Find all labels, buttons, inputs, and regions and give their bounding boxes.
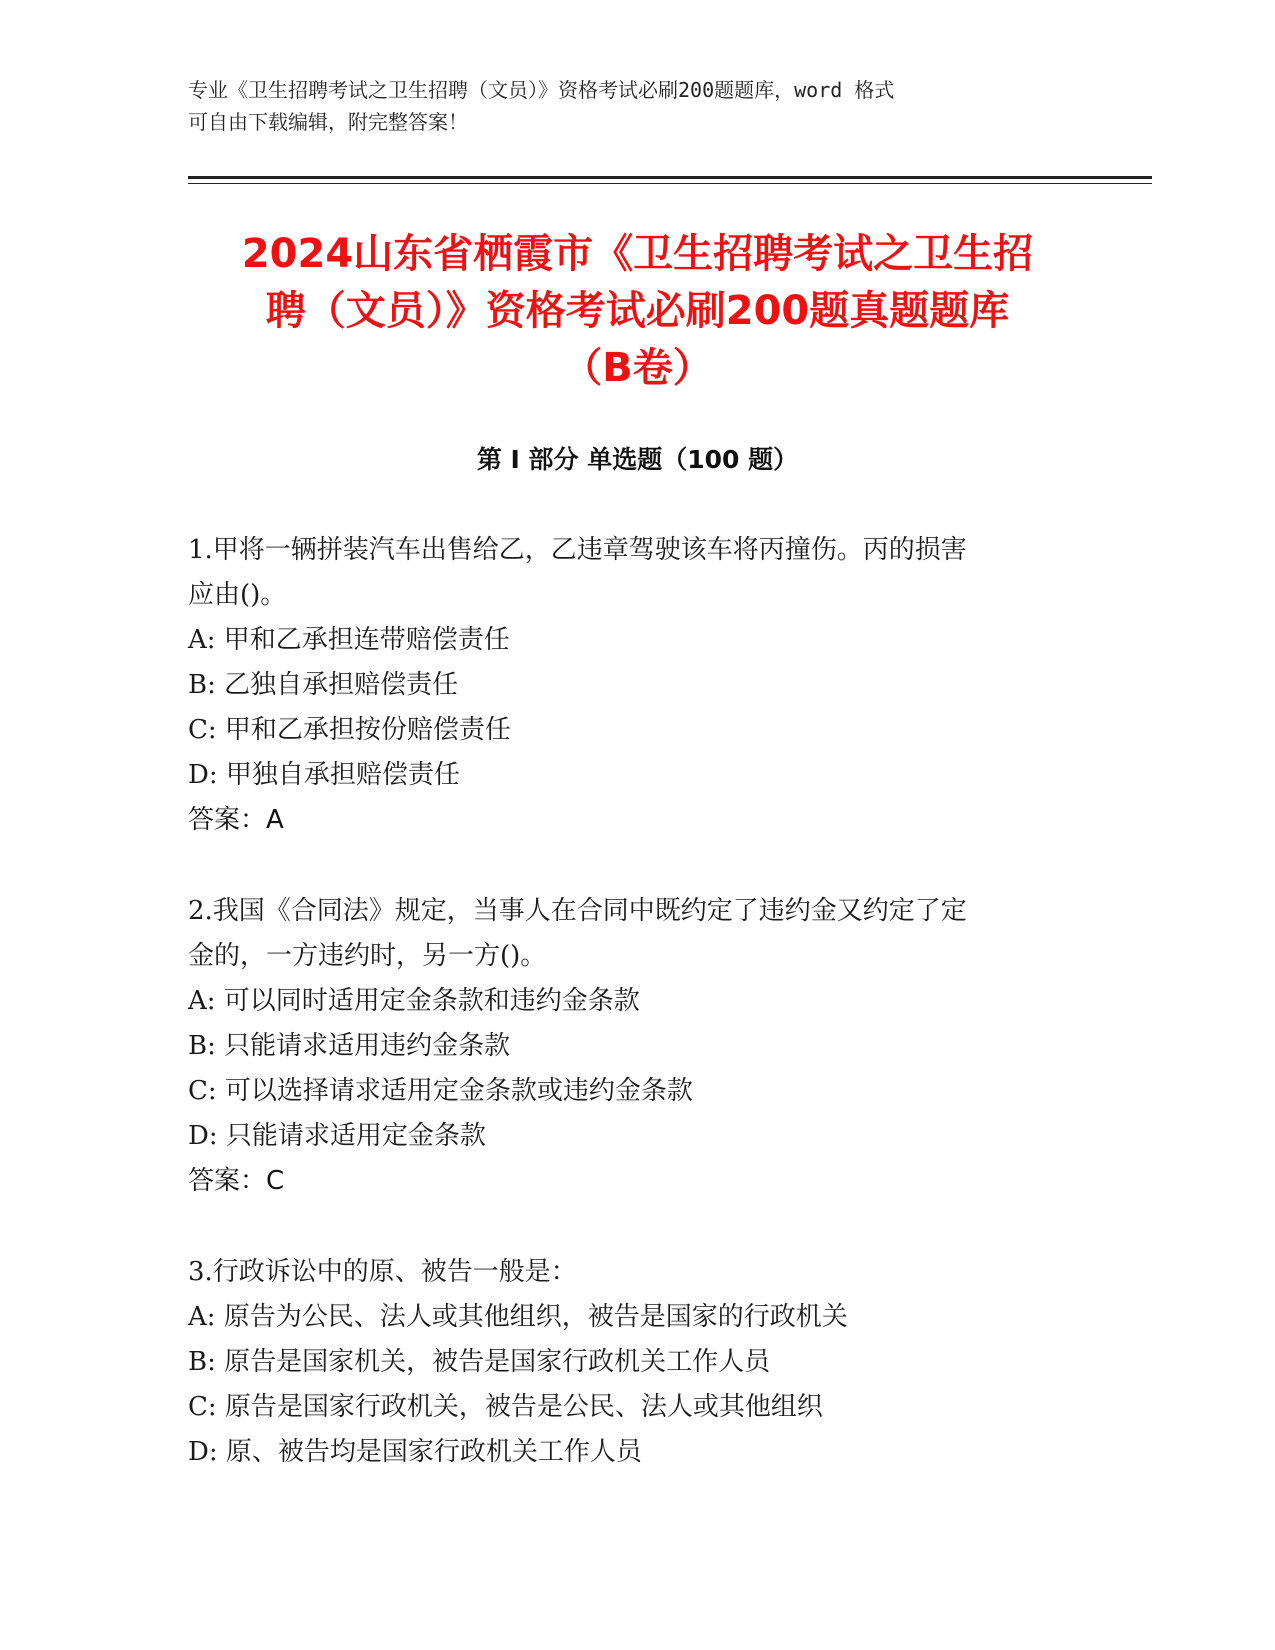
- title-line: 2024山东省栖霞市《卫生招聘考试之卫生招: [241, 231, 1034, 277]
- header-note-line: 可自由下载编辑，附完整答案！: [188, 110, 468, 134]
- section-heading: 第 I 部分 单选题（100 题）: [476, 445, 799, 474]
- question-stem: 1.甲将一辆拼装汽车出售给乙，乙违章驾驶该车将丙撞伤。丙的损害: [188, 535, 967, 565]
- title-line: 聘（文员）》资格考试必刷200题真题题库: [265, 288, 1010, 334]
- header-note-line: 专业《卫生招聘考试之卫生招聘（文员）》资格考试必刷200题题库，word 格式: [188, 78, 895, 102]
- option-d: D: 甲独自承担赔偿责任: [188, 760, 460, 790]
- header-note: [188, 74, 1088, 138]
- option-b: B: 乙独自承担赔偿责任: [188, 670, 459, 700]
- question-stem: 3.行政诉讼中的原、被告一般是：: [188, 1257, 577, 1287]
- header-divider-thin: [188, 183, 1152, 184]
- option-a: A: 原告为公民、法人或其他组织，被告是国家的行政机关: [188, 1302, 848, 1332]
- option-d: D: 原、被告均是国家行政机关工作人员: [188, 1437, 642, 1467]
- option-c: C: 原告是国家行政机关，被告是公民、法人或其他组织: [188, 1392, 823, 1422]
- question-stem: 2.我国《合同法》规定，当事人在合同中既约定了违约金又约定了定: [188, 896, 967, 926]
- title-line: （B卷）: [562, 345, 713, 391]
- header-divider-thick: [188, 176, 1152, 179]
- option-b: B: 只能请求适用违约金条款: [188, 1031, 511, 1061]
- option-b: B: 原告是国家机关，被告是国家行政机关工作人员: [188, 1347, 771, 1377]
- question-stem: 应由()。: [188, 580, 287, 610]
- question-1: [188, 528, 1088, 843]
- option-a: A: 甲和乙承担连带赔偿责任: [188, 625, 510, 655]
- option-a: A: 可以同时适用定金条款和违约金条款: [188, 986, 640, 1016]
- question-stem: 金的，一方违约时，另一方()。: [188, 941, 547, 971]
- option-d: D: 只能请求适用定金条款: [188, 1121, 486, 1151]
- document-title: [130, 226, 1145, 397]
- question-2: [188, 889, 1088, 1204]
- answer-label: 答案：C: [188, 1166, 285, 1196]
- option-c: C: 甲和乙承担按份赔偿责任: [188, 715, 511, 745]
- question-list: [188, 528, 1088, 1521]
- answer-label: 答案：A: [188, 805, 284, 835]
- option-c: C: 可以选择请求适用定金条款或违约金条款: [188, 1076, 693, 1106]
- question-3: [188, 1250, 1088, 1475]
